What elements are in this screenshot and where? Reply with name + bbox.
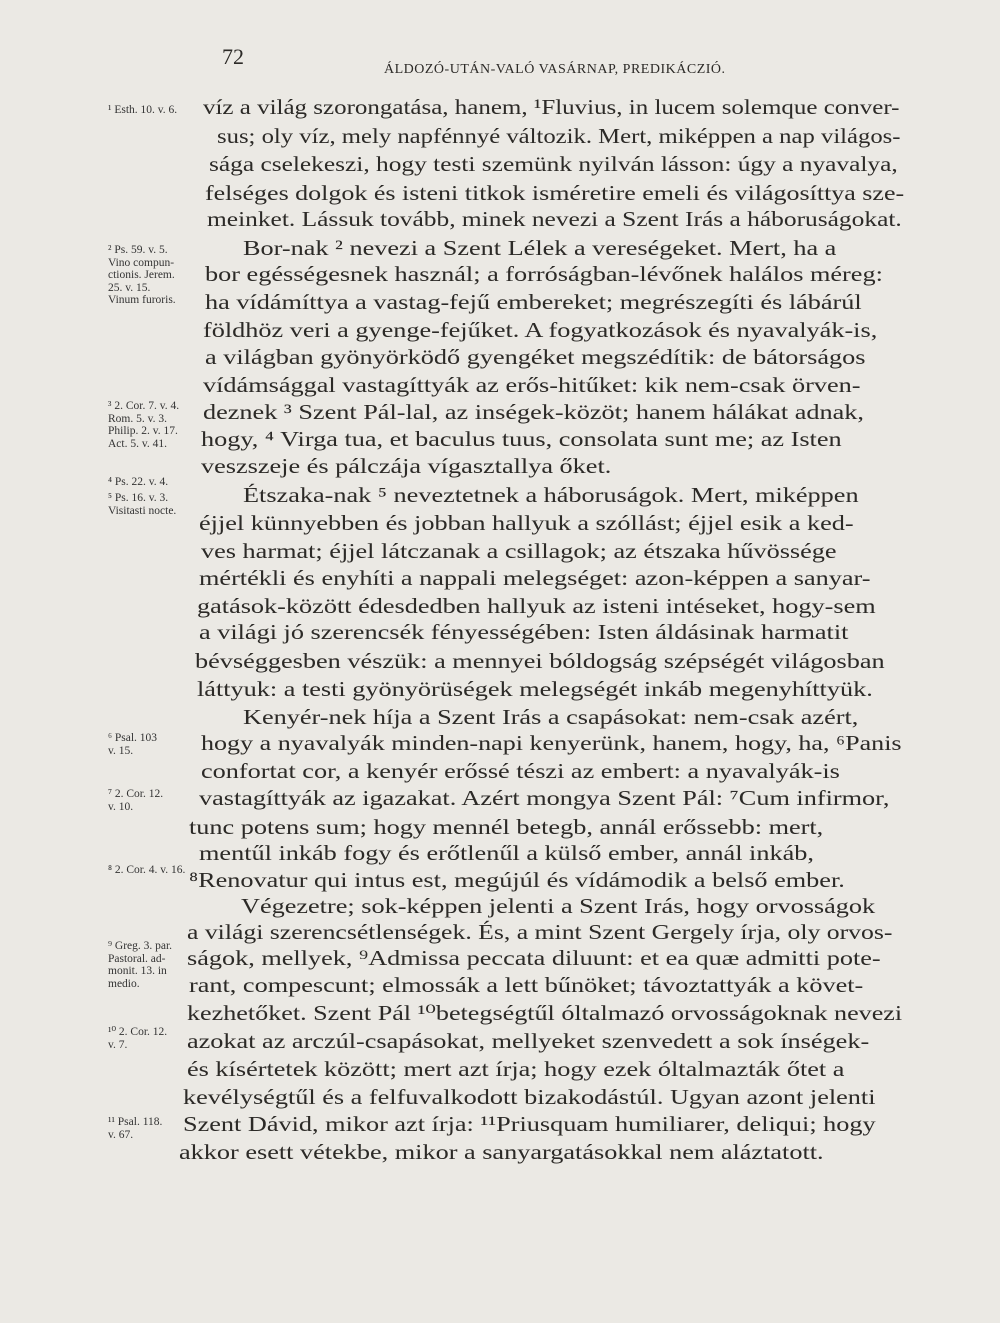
text-line: láttyuk: a testi gyönyörüségek melegségét inkáb megenyhíttyük. xyxy=(197,677,873,701)
text-line: hogy a nyavalyák minden-napi kenyerünk, hanem, hogy, ha, ⁶Panis xyxy=(201,731,902,755)
margin-note-line: ⁴ Ps. 22. v. 4. xyxy=(108,476,169,488)
margin-note-line: ¹¹ Psal. 118. xyxy=(108,1116,163,1128)
margin-note xyxy=(108,788,200,813)
margin-note-line: ¹⁰ 2. Cor. 12. xyxy=(108,1026,168,1038)
text-line: confortat cor, a kenyér erőssé tészi az embert: a nyavalyák-is xyxy=(201,759,840,783)
margin-note-line: v. 7. xyxy=(108,1038,128,1051)
text-line: deznek ³ Szent Pál-lal, az inségek-közöt; hanem hálákat adnak, xyxy=(203,400,864,424)
margin-note-line: ⁵ Ps. 16. v. 3. xyxy=(108,492,169,504)
text-line: sága cselekeszi, hogy testi szemünk nyilván lásson: úgy a nyavalya, xyxy=(209,152,898,176)
text-line: ⁸Renovatur qui intus est, megújúl és vídámodik a belső ember. xyxy=(189,868,845,892)
text-line: Szent Dávid, mikor azt írja: ¹¹Priusquam humiliarer, deliqui; hogy xyxy=(183,1112,876,1136)
margin-note xyxy=(108,244,200,307)
text-line: a világi jó szerencsék fényességében: Isten áldásinak harmatit xyxy=(199,620,849,644)
text-line: kezhetőket. Szent Pál ¹⁰betegségtűl óltalmazó orvosságoknak nevezi xyxy=(187,1001,903,1025)
text-line: Végezetre; sok-képpen jelenti a Szent Irás, hogy orvosságok xyxy=(241,894,876,918)
margin-note xyxy=(108,864,200,877)
margin-note-line: v. 10. xyxy=(108,800,134,813)
margin-note-line: Vinum furoris. xyxy=(108,294,176,306)
text-line: veszszeje és pálczája vígasztallya őket. xyxy=(201,454,612,478)
margin-note-line: monit. 13. in xyxy=(108,965,167,977)
text-line: ságok, mellyek, ⁹Admissa peccata diluunt: et ea quæ admitti pote- xyxy=(187,946,881,970)
text-line: földhöz veri a gyenge-fejűket. A fogyatkozások és nyavalyák-is, xyxy=(203,318,878,342)
page-header xyxy=(0,44,1000,84)
text-line: éjjel künnyebben és jobban hallyuk a szóllást; éjjel esik a ked- xyxy=(199,511,854,535)
text-line: sus; oly víz, mely napfénnyé változik. Mert, miképpen a nap világos- xyxy=(217,124,901,148)
running-title: ÁLDOZÓ-UTÁN-VALÓ VASÁRNAP, PREDIKÁCZIÓ. xyxy=(384,62,726,77)
text-line: vastagíttyák az igazakat. Azért mongya Szent Pál: ⁷Cum infirmor, xyxy=(199,786,890,810)
text-line: meinket. Lássuk tovább, minek nevezi a Szent Irás a háboruságokat. xyxy=(207,207,902,231)
margin-note-line: Act. 5. v. 41. xyxy=(108,437,167,450)
margin-note-line: ⁶ Psal. 103 xyxy=(108,732,158,744)
margin-note-line: Vino compun- xyxy=(108,256,175,269)
margin-note xyxy=(108,492,200,517)
margin-note-line: ctionis. Jerem. xyxy=(108,269,175,281)
margin-note-line: ⁹ Greg. 3. par. xyxy=(108,940,173,952)
margin-note-line: ⁷ 2. Cor. 12. xyxy=(108,788,164,800)
margin-note-line: Visitasti nocte. xyxy=(108,504,177,517)
text-line: Bor-nak ² nevezi a Szent Lélek a vereségeket. Mert, ha a xyxy=(243,236,837,260)
text-line: kevélységtűl és a felfuvalkodott bizakodástúl. Ugyan azont jelenti xyxy=(183,1085,876,1109)
margin-note-line: v. 67. xyxy=(108,1128,134,1141)
margin-note-line: v. 15. xyxy=(108,744,134,757)
text-line: ha vídámíttya a vastag-fejű embereket; megrészegíti és lábárúl xyxy=(205,290,862,314)
text-line: akkor esett vétekbe, mikor a sanyargatásokkal nem aláztatott. xyxy=(179,1140,824,1164)
text-line: Kenyér-nek híja a Szent Irás a csapásokat: nem-csak azért, xyxy=(243,705,859,729)
text-line: Étszaka-nak ⁵ neveztetnek a háboruságok. Mert, miképpen xyxy=(243,483,859,507)
margin-note-line: ⁸ 2. Cor. 4. v. 16. xyxy=(108,864,186,876)
text-line: vídámsággal vastagíttyák az erős-hitűket: kik nem-csak örven- xyxy=(203,373,861,397)
text-line: a világi szerencsétlenségek. És, a mint Szent Gergely írja, oly orvos- xyxy=(187,920,893,944)
text-line: azokat az arczúl-csapásokat, mellyeket szenvedett a sok ínségek- xyxy=(187,1029,870,1053)
margin-note xyxy=(108,476,200,489)
margin-note-line: ² Ps. 59. v. 5. xyxy=(108,244,168,256)
text-line: felséges dolgok és isteni titkok isméretire emeli és világosíttya sze- xyxy=(205,181,905,205)
text-line: tunc potens sum; hogy mennél betegb, annál erőssebb: mert, xyxy=(189,815,824,839)
text-line: bévséggesben vészük: a mennyei bóldogság szépségét világosban xyxy=(195,649,885,673)
margin-note-line: ¹ Esth. 10. v. 6. xyxy=(108,104,178,116)
page-number: 72 xyxy=(222,44,244,69)
margin-note xyxy=(108,104,200,117)
text-line: gatások-között édesdedben hallyuk az isteni intéseket, hogy-sem xyxy=(197,594,876,618)
margin-note-line: ³ 2. Cor. 7. v. 4. xyxy=(108,400,180,412)
text-line: a világban gyönyörködő gyengéket megszédítik: de bátorságos xyxy=(205,345,866,369)
margin-note-line: Philip. 2. v. 17. xyxy=(108,425,178,437)
margin-note-line: 25. v. 15. xyxy=(108,281,151,294)
text-line: rant, compescunt; elmossák a lett bűnöket; távoztattyák a követ- xyxy=(189,973,864,997)
margin-note-line: medio. xyxy=(108,977,140,990)
text-line: hogy, ⁴ Virga tua, et baculus tuus, consolata sunt me; az Isten xyxy=(201,427,842,451)
margin-note-line: Pastoral. ad- xyxy=(108,952,166,965)
margin-note xyxy=(108,732,200,757)
margin-note xyxy=(108,400,200,450)
text-line: mentűl inkáb fogy és erőtlenűl a külső ember, annál inkáb, xyxy=(199,841,814,865)
text-line: és kísértetek között; mert azt írja; hogy ezek óltalmazták őtet a xyxy=(187,1057,845,1081)
text-line: mértékli és enyhíti a nappali melegséget: azon-képpen a sanyar- xyxy=(199,566,871,590)
text-line: bor egésségesnek használ; a forróságban-lévőnek halálos méreg: xyxy=(205,262,883,286)
text-line: víz a világ szorongatása, hanem, ¹Fluvius, in lucem solemque conver- xyxy=(203,95,900,119)
text-line: ves harmat; éjjel látczanak a csillagok; az étszaka hűvössége xyxy=(201,539,837,563)
margin-note-line: Rom. 5. v. 3. xyxy=(108,412,167,425)
